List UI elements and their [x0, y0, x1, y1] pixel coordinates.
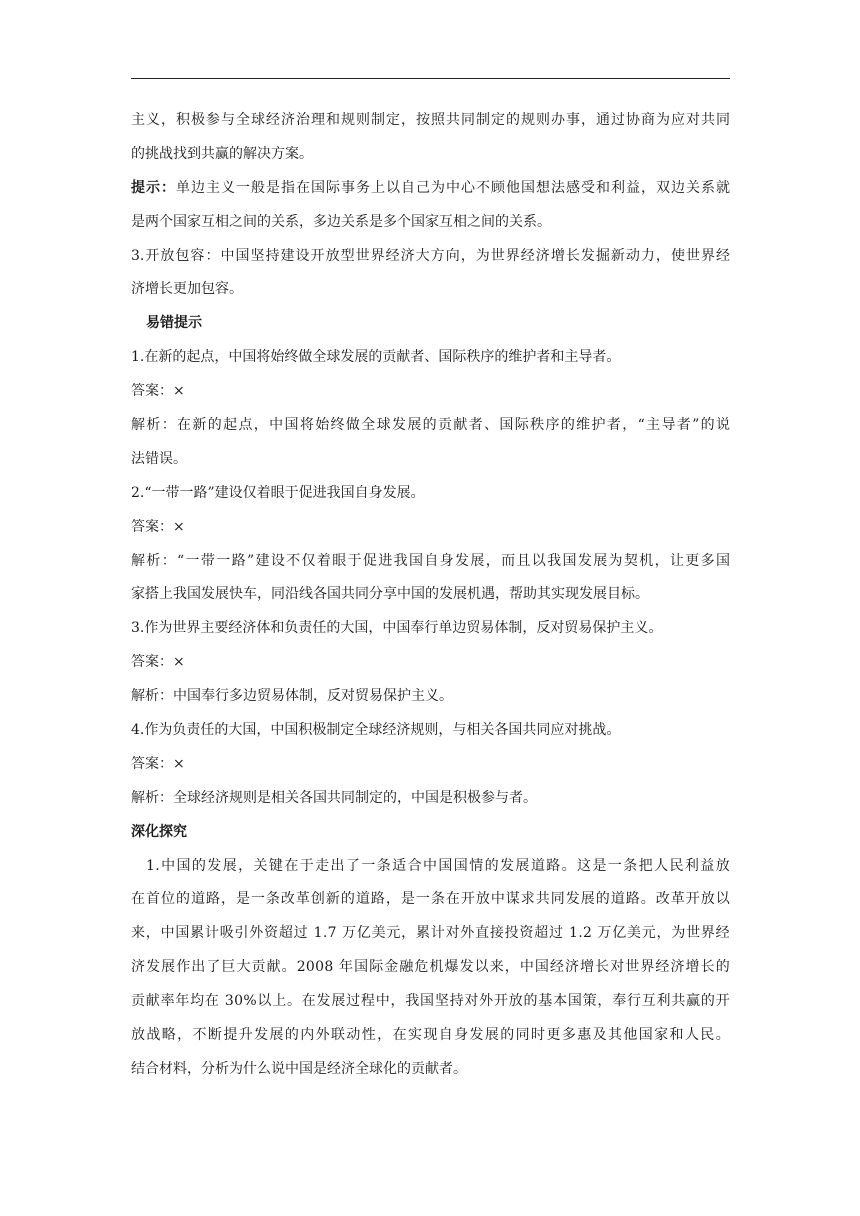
paragraph-line: 主义，积极参与全球经济治理和规则制定，按照共同制定的规则办事，通过协商为应对共同 [131, 112, 730, 128]
answer-line: 答案：× [131, 654, 185, 671]
answer-line: 答案：× [131, 518, 185, 535]
paragraph-line: 3.开放包容：中国坚持建设开放型世界经济大方向，为世界经济增长发掘新动力，使世界经 [131, 247, 730, 264]
question-statement: 1.在新的起点，中国将始终做全球发展的贡献者、国际秩序的维护者和主导者。 [131, 349, 621, 366]
section-heading-errors: 易错提示 [146, 315, 202, 332]
answer-line: 答案：× [131, 383, 185, 400]
explanation-line: 解析：在新的起点，中国将始终做全球发展的贡献者、国际秩序的维护者，“主导者”的说 [131, 417, 730, 434]
material-line: 来，中国累计吸引外资超过 1.7 万亿美元，累计对外直接投资超过 1.2 万亿美元，为世界经 [131, 925, 730, 942]
paragraph-line: 济增长更加包容。 [131, 281, 243, 298]
explanation-line: 解析：全球经济规则是相关各国共同制定的，中国是积极参与者。 [131, 789, 537, 806]
hint-line: 是两个国家互相之间的关系，多边关系是多个国家互相之间的关系。 [131, 213, 551, 230]
hint-line [131, 172, 730, 206]
section-heading-deep: 深化探究 [131, 823, 187, 840]
material-line: 在首位的道路，是一条改革创新的道路，是一条在开放中谋求共同发展的道路。改革开放以 [131, 891, 730, 908]
header-rule [131, 78, 730, 79]
material-line: 放战略，不断提升发展的内外联动性，在实现自身发展的同时更多惠及其他国家和人民。 [131, 1027, 730, 1044]
question-prompt: 结合材料，分析为什么说中国是经济全球化的贡献者。 [131, 1060, 467, 1077]
material-line: 贡献率年均在 30%以上。在发展过程中，我国坚持对外开放的基本国策，奉行互利共赢的开 [131, 993, 730, 1010]
explanation-line: 法错误。 [131, 450, 187, 467]
document-body [131, 104, 730, 1087]
explanation-line: 家搭上我国发展快车，同沿线各国共同分享中国的发展机遇，帮助其实现发展目标。 [131, 586, 649, 603]
question-statement: 2.“一带一路”建设仅着眼于促进我国自身发展。 [131, 484, 425, 501]
paragraph-line: 的挑战找到共赢的解决方案。 [131, 145, 313, 162]
hint-label: 提示： [131, 179, 176, 196]
hint-text: 单边主义一般是指在国际事务上以自己为中心不顾他国想法感受和利益，双边关系就 [176, 179, 730, 196]
question-statement: 3.作为世界主要经济体和负责任的大国，中国奉行单边贸易体制，反对贸易保护主义。 [131, 620, 663, 637]
explanation-line: 解析：“一带一路”建设不仅着眼于促进我国自身发展，而且以我国发展为契机，让更多国 [131, 552, 730, 569]
material-line: 1.中国的发展，关键在于走出了一条适合中国国情的发展道路。这是一条把人民利益放 [146, 857, 730, 874]
material-line: 济发展作出了巨大贡献。2008 年国际金融危机爆发以来，中国经济增长对世界经济增长的 [131, 959, 730, 976]
explanation-line: 解析：中国奉行多边贸易体制，反对贸易保护主义。 [131, 688, 453, 705]
question-statement: 4.作为负责任的大国，中国积极制定全球经济规则，与相关各国共同应对挑战。 [131, 722, 621, 739]
answer-line: 答案：× [131, 755, 185, 772]
